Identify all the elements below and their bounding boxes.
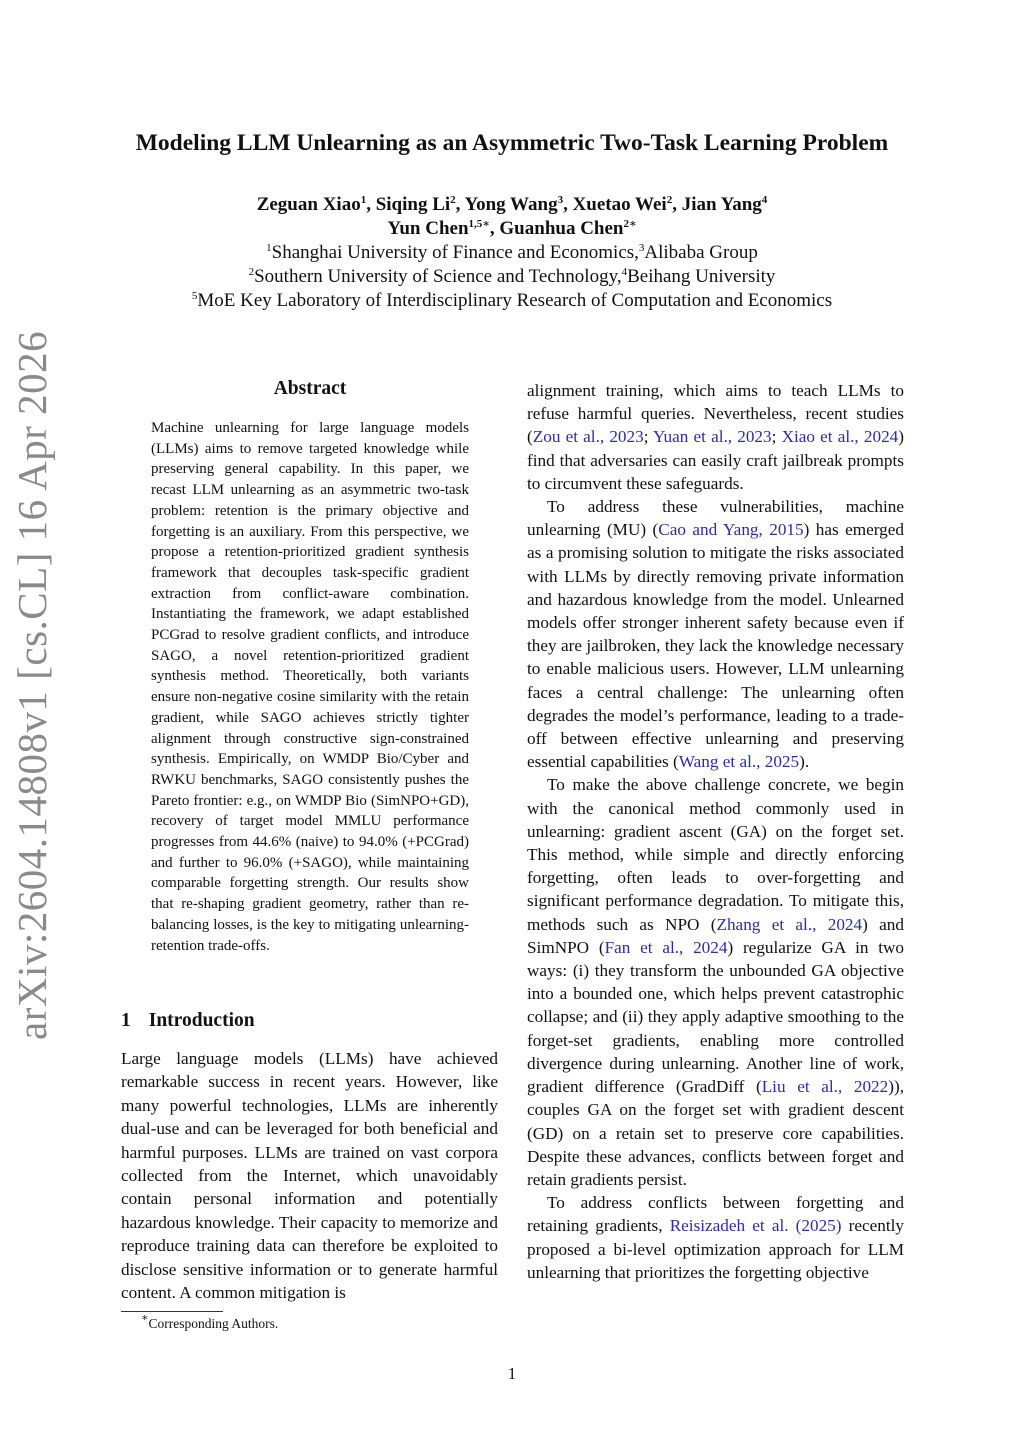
affil-mark: 2 (248, 266, 255, 278)
intro-paragraph: Large language models (LLMs) have achieved remarkable success in recent years. However, like many powerful technologies, LLMs are inherently dual-use and can be leveraged for both beneficial and harmful purposes. LLMs are trained on vast corpora collected from the Internet, which unavoidably contain personal information and potentially hazardous knowledge. Their capacity to memorize and reproduce training data can therefore be exploited to disclose sensitive information or to generate harmful content. A common mitigation is (121, 1049, 498, 1303)
arxiv-identifier: arXiv:2604.14808v1 [cs.CL] 16 Apr 2026 (9, 330, 55, 1040)
paragraph-conflicts (527, 1191, 904, 1284)
affiliation-text: Beihang University (627, 266, 776, 287)
paper-title: Modeling LLM Unlearning as an Asymmetric Two-Task Learning Problem (135, 130, 889, 156)
text-run: ) and SimNPO ( (527, 914, 904, 957)
affil-mark: 5 (191, 290, 198, 302)
section-number: 1 (121, 1010, 131, 1031)
text-run: ) find that adversaries can easily craft jailbreak prompts to circumvent these safeguards. (527, 427, 905, 493)
author-affil-mark: 2 (666, 194, 673, 206)
author-line-2: Yun Chen$^{1,5∗}$, Guanhua Chen$^{2∗}$ (387, 218, 637, 239)
text-run: ; (643, 427, 654, 447)
citation-link[interactable]: Cao and Yang, 2015 (658, 520, 804, 540)
text-run: ) regularize GA in two ways: (i) they transform the unbounded GA objective into a bounded one, which helps prevent catastrophic collapse; and (ii) they apply adaptive smoothing to the forget-set gradients, enabling more controlled divergence during unlearning. Another line of work, gradient difference (GradDiff ( (527, 937, 905, 1097)
paragraph-alignment (527, 379, 904, 495)
abstract-body (151, 418, 469, 956)
affiliation-text: Southern University of Science and Technology, (254, 266, 622, 287)
text-run: ; (771, 427, 782, 447)
author-affil-mark: 3 (557, 194, 564, 206)
affil-mark: 4 (621, 266, 628, 278)
text-run: To address these vulnerabilities, machine unlearning (MU) ( (527, 497, 904, 540)
citation-link[interactable]: Fan et al., 2024 (604, 937, 728, 957)
abstract-text: Machine unlearning for large language models (LLMs) aims to remove targeted knowledge while preserving general capability. In this paper, we recast LLM unlearning as an asymmetric two-task problem: retention is the primary objective and forgetting is an auxiliary. From this perspective, we propose a retention-prioritized gradient synthesis framework that decouples task-specific gradient extraction from conflict-aware combination. Instantiating the framework, we adapt established PCGrad to resolve gradient conflicts, and introduce SAGO, a novel retention-prioritized gradient synthesis method. Theoretically, both variants ensure non-negative cosine similarity with the retain gradient, while SAGO achieves strictly tighter alignment through constructive sign-constrained synthesis. Empirically, on WMDP Bio/Cyber and RWKU benchmarks, SAGO consistently pushes the Pareto frontier: e.g., on WMDP Bio (SimNPO+GD), recovery of target model MMLU performance progresses from 44.6% (naive) to 94.0% (+PCGrad) and further to 96.0% (+SAGO), while maintaining comparable forgetting strength. Our results show that re-shaping gradient geometry, rather than re-balancing losses, is the key to mitigating unlearning-retention trade-offs. (151, 420, 469, 954)
author-affil-mark: 4 (761, 194, 768, 206)
author-name: Guanhua Chen (499, 218, 624, 239)
author-name: Zeguan Xiao (256, 194, 361, 215)
author-block (0, 193, 1024, 313)
footnote-text: Corresponding Authors. (148, 1316, 279, 1331)
author-name: Xuetao Wei (572, 194, 667, 215)
affil-mark: 1 (266, 242, 272, 254)
text-run: To address conflicts between forgetting and retaining gradients, (527, 1193, 904, 1236)
footnote-rule (121, 1311, 223, 1312)
citation-link[interactable]: Xiao et al., 2024 (781, 427, 899, 447)
text-run: To make the above challenge concrete, we begin with the canonical method commonly used in unlearning: gradient ascent (GA) on the forget set. This method, while simple and directly enforcing forgetting, often leads to over-forgetting and significant performance degradation. To mitigate this, methods such as NPO ( (527, 775, 904, 934)
text-run: alignment training, which aims to teach LLMs to refuse harmful queries. Nevertheless, recent studies ( (527, 381, 904, 447)
affiliation-text: Alibaba Group (644, 242, 758, 263)
text-run: ). (799, 752, 810, 772)
author-affil-mark: 1 (360, 194, 367, 206)
author-name: Yun Chen (387, 218, 469, 239)
text-run: ) has emerged as a promising solution to mitigate the risks associated with LLMs by directly removing private information and hazardous knowledge from the model. Unlearned models offer stronger inherent safety because even if they are jailbroken, they lack the knowledge necessary to enable malicious users. However, LLM unlearning faces a central challenge: The unlearning often degrades the model’s performance, leading to a trade-off between effective unlearning and preserving essential capabilities ( (527, 520, 904, 772)
section-heading-introduction (121, 1010, 255, 1032)
author-name: Yong Wang (464, 194, 558, 215)
text-run: )), couples GA on the forget set with gradient descent (GD) on a retain set to preserve core capabilities. Despite these advances, conflicts between forget and retain gradients persist. (527, 1077, 904, 1189)
affil-mark: 3 (638, 242, 645, 254)
paragraph-challenge (527, 773, 904, 1191)
text-run: recently proposed a bi-level optimization approach for LLM unlearning that prioritizes the forgetting objective (527, 1216, 904, 1282)
citation-link[interactable]: Wang et al., 2025 (678, 752, 800, 772)
citation-link[interactable]: Yuan et al., 2023 (653, 427, 772, 447)
page-number: 1 (507, 1364, 517, 1383)
intro-left-column (121, 1047, 498, 1304)
citation-link[interactable]: Liu et al., 2022 (761, 1077, 889, 1097)
author-name: Jian Yang (681, 194, 762, 215)
section-title: Introduction (148, 1010, 255, 1031)
author-line-1: Zeguan Xiao$^1$, Siqing Li$^2$, Yong Wang$^3$, Xuetao Wei$^2$, Jian Yang$^4$ (256, 194, 768, 215)
intro-right-column (527, 379, 904, 1284)
footnote (141, 1312, 279, 1332)
author-name: Siqing Li (375, 194, 451, 215)
citation-link[interactable]: Reisizadeh et al. (2025) (669, 1216, 842, 1236)
affiliation-text: Shanghai University of Finance and Economics, (271, 242, 639, 263)
citation-link[interactable]: Zhang et al., 2024 (716, 914, 863, 934)
affiliation-line-1 (0, 241, 1024, 265)
author-affil-mark: 1,5∗ (468, 218, 490, 230)
affiliation-line-3 (0, 289, 1024, 313)
author-affil-mark: 2∗ (623, 218, 637, 230)
citation-link[interactable]: Zou et al., 2023 (532, 427, 644, 447)
affiliation-line-2 (0, 265, 1024, 289)
author-affil-mark: 2 (450, 194, 456, 206)
abstract-heading: Abstract (273, 378, 347, 399)
paragraph-machine-unlearning (527, 495, 904, 773)
footnote-mark: ∗ (141, 1312, 149, 1324)
affiliation-text: MoE Key Laboratory of Interdisciplinary Research of Computation and Economics (197, 290, 833, 311)
